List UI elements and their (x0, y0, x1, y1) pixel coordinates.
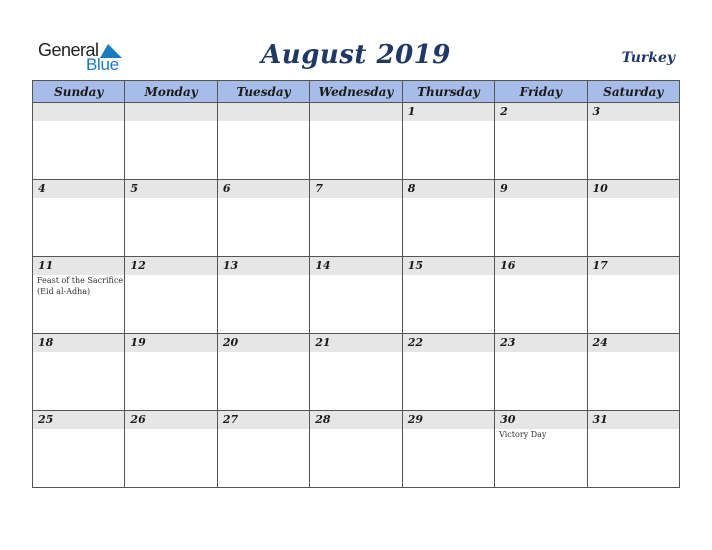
day-number-bar (403, 334, 494, 352)
day-number (310, 103, 401, 105)
day-cell (310, 257, 402, 334)
day-cell (33, 180, 125, 257)
day-number-bar (310, 411, 401, 429)
calendar-title: August 2019 (261, 40, 451, 70)
week-row (33, 257, 680, 334)
day-number-bar (218, 180, 309, 198)
day-cell (217, 180, 309, 257)
weekday-header: Saturday (587, 81, 679, 103)
day-number-bar (588, 180, 679, 198)
day-number-bar (588, 411, 679, 429)
day-number-bar (125, 411, 216, 429)
day-cell (587, 334, 679, 411)
day-cell (217, 334, 309, 411)
day-number: 16 (500, 259, 516, 272)
weekday-header: Thursday (402, 81, 494, 103)
day-number: 18 (38, 336, 54, 349)
day-cell (33, 257, 125, 334)
day-number: 29 (407, 413, 423, 426)
day-number: 3 (592, 105, 601, 118)
day-number-bar (495, 103, 586, 121)
day-cell (217, 257, 309, 334)
day-number-bar (218, 334, 309, 352)
day-number-bar (218, 103, 309, 121)
day-number-bar (403, 411, 494, 429)
day-number-bar (403, 180, 494, 198)
day-number: 5 (130, 182, 139, 195)
day-cell (587, 103, 679, 180)
week-row (33, 180, 680, 257)
day-number-bar (495, 257, 586, 275)
day-cell (587, 411, 679, 488)
day-cell (33, 411, 125, 488)
day-cell (310, 103, 402, 180)
day-number: 15 (407, 259, 423, 272)
day-number: 26 (130, 413, 146, 426)
day-number (33, 103, 124, 105)
day-cell (587, 257, 679, 334)
day-cell (402, 103, 494, 180)
day-number-bar (33, 180, 124, 198)
day-number-bar (33, 257, 124, 275)
day-number-bar (33, 334, 124, 352)
day-number: 28 (315, 413, 331, 426)
day-number: 7 (315, 182, 323, 195)
weekday-header: Wednesday (310, 81, 402, 103)
day-number: 27 (222, 413, 239, 426)
day-number: 2 (500, 105, 508, 118)
day-number: 31 (592, 413, 608, 426)
day-number-bar (125, 103, 216, 121)
day-number-bar (588, 103, 679, 121)
brand-blue-text: Blue (86, 55, 119, 74)
day-number: 6 (222, 182, 231, 195)
holiday-event: Feast of the Sacrifice (Eid al-Adha) (37, 276, 124, 296)
day-number: 22 (407, 336, 423, 349)
day-number-bar (310, 103, 401, 121)
day-number: 4 (38, 182, 46, 195)
weekday-header: Friday (495, 81, 587, 103)
month-calendar (32, 80, 680, 488)
brand-general-text: General (38, 40, 99, 60)
day-number: 1 (407, 105, 416, 118)
day-number: 17 (592, 259, 608, 272)
weekday-header: Sunday (33, 81, 125, 103)
day-number-bar (588, 334, 679, 352)
day-number: 10 (592, 182, 608, 195)
day-number: 19 (130, 336, 146, 349)
day-number: 25 (38, 413, 54, 426)
day-number-bar (588, 257, 679, 275)
day-number-bar (495, 180, 586, 198)
day-number-bar (310, 334, 401, 352)
day-number-bar (218, 411, 309, 429)
day-number: 11 (38, 259, 54, 272)
day-number: 20 (222, 336, 239, 349)
day-number: 9 (500, 182, 508, 195)
day-number-bar (33, 411, 124, 429)
day-number (218, 103, 309, 105)
day-cell (402, 411, 494, 488)
day-number: 12 (130, 259, 146, 272)
day-number: 24 (592, 336, 608, 349)
day-number-bar (495, 334, 586, 352)
holiday-event: Victory Day (499, 430, 547, 439)
day-cell (310, 334, 402, 411)
week-row (33, 411, 680, 488)
day-cell (125, 257, 217, 334)
day-number: 14 (315, 259, 331, 272)
week-row (33, 334, 680, 411)
day-number-bar (495, 411, 586, 429)
day-cell (125, 103, 217, 180)
day-cell (310, 180, 402, 257)
day-cell (495, 411, 587, 488)
day-cell (217, 103, 309, 180)
day-cell (402, 257, 494, 334)
weekday-header-row (33, 81, 680, 103)
day-number-bar (310, 257, 401, 275)
day-cell (217, 411, 309, 488)
weekday-header: Monday (125, 81, 217, 103)
day-cell (125, 411, 217, 488)
day-cell (495, 257, 587, 334)
day-cell (402, 180, 494, 257)
week-row (33, 103, 680, 180)
day-number-bar (125, 257, 216, 275)
calendar-body (33, 103, 680, 488)
day-cell (310, 411, 402, 488)
day-cell (495, 334, 587, 411)
day-number: 21 (315, 336, 331, 349)
weekday-header: Tuesday (217, 81, 309, 103)
day-number: 23 (500, 336, 516, 349)
day-cell (495, 180, 587, 257)
day-number-bar (403, 103, 494, 121)
day-cell (125, 180, 217, 257)
day-cell (125, 334, 217, 411)
day-number: 13 (222, 259, 239, 272)
day-cell (495, 103, 587, 180)
day-number-bar (218, 257, 309, 275)
day-number (125, 103, 216, 105)
day-number-bar (310, 180, 401, 198)
day-number-bar (33, 103, 124, 121)
day-cell (33, 103, 125, 180)
day-cell (33, 334, 125, 411)
day-cell (587, 180, 679, 257)
day-number-bar (403, 257, 494, 275)
day-number-bar (125, 180, 216, 198)
day-number: 30 (500, 413, 516, 426)
day-cell (402, 334, 494, 411)
day-number-bar (125, 334, 216, 352)
day-number: 8 (407, 182, 416, 195)
country-name: Turkey (621, 50, 675, 66)
